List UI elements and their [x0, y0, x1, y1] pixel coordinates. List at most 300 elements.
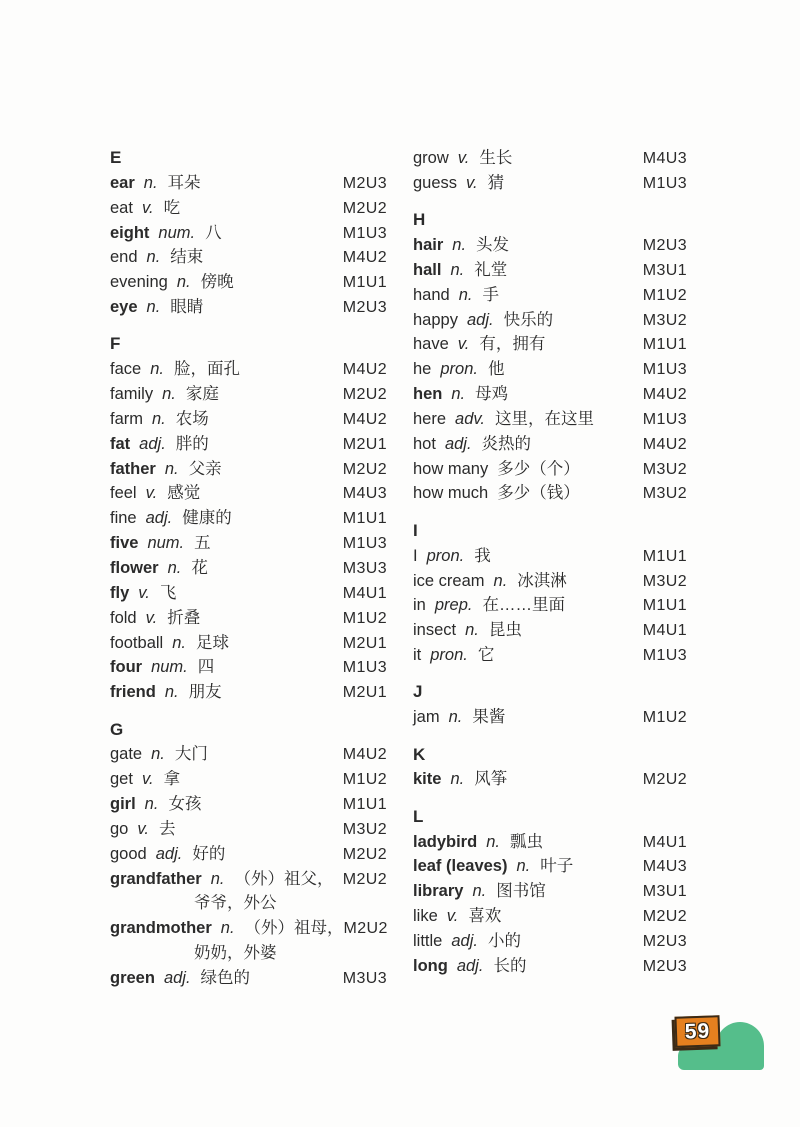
- entry-pos: n.: [162, 385, 176, 404]
- module-unit-code: M4U2: [342, 249, 387, 267]
- entry-text: [413, 569, 567, 594]
- page-number: 59: [684, 1019, 711, 1043]
- entry-word: have: [413, 335, 449, 354]
- entry-text: [413, 767, 507, 792]
- entry-text: [110, 742, 208, 767]
- module-unit-code: M4U2: [642, 386, 687, 404]
- entry-word: gate: [110, 745, 143, 764]
- entry-text: [110, 531, 211, 556]
- entry-pos: v.: [466, 173, 478, 192]
- module-unit-code: M1U3: [642, 410, 687, 428]
- entry-pos: adj.: [451, 931, 478, 950]
- entry-row: [110, 966, 387, 991]
- entry-row: [413, 432, 687, 457]
- entry-pos: n.: [152, 409, 166, 428]
- entry-row: [413, 308, 687, 333]
- entry-text: [110, 916, 344, 941]
- entry-word: fly: [110, 583, 130, 602]
- entry-word: guess: [413, 173, 458, 192]
- entry-word: how many: [413, 459, 489, 478]
- entry-definition: 拿: [163, 770, 181, 789]
- entry-text: [413, 357, 504, 382]
- entry-pos: n.: [164, 459, 179, 478]
- entry-text: [413, 618, 522, 643]
- entry-definition: 风筝: [474, 770, 508, 789]
- entry-pos: n.: [144, 795, 159, 814]
- entry-text: [110, 556, 208, 581]
- module-unit-code: M1U3: [342, 224, 387, 242]
- entry-row: [413, 283, 687, 308]
- module-unit-code: M3U2: [642, 460, 687, 478]
- entry-word: grow: [413, 149, 449, 167]
- entry-word: kite: [413, 770, 442, 789]
- entry-word: end: [110, 248, 138, 267]
- entry-text: [413, 171, 504, 196]
- entry-word: grandmother: [110, 919, 212, 938]
- entry-definition: 手: [482, 285, 499, 304]
- entry-pos: num.: [147, 534, 185, 553]
- entry-row: [413, 146, 687, 171]
- entry-word: I: [413, 546, 418, 565]
- entry-row: [110, 407, 387, 432]
- entry-word: eat: [110, 198, 133, 217]
- entry-text: [413, 258, 507, 283]
- entry-definition: 花: [191, 559, 208, 577]
- entry-text: [110, 631, 229, 656]
- entry-definition: 家庭: [185, 385, 219, 404]
- entry-row: [110, 817, 387, 842]
- entry-definition: 四: [197, 658, 215, 677]
- module-unit-code: M4U1: [642, 833, 687, 851]
- glossary-section: [413, 146, 687, 196]
- entry-word: four: [110, 658, 143, 677]
- entry-pos: n.: [210, 869, 225, 888]
- entry-row: [413, 544, 687, 569]
- entry-row: [413, 618, 687, 643]
- entry-row: [110, 916, 387, 941]
- entry-text: [110, 457, 222, 482]
- module-unit-code: M2U3: [342, 299, 387, 317]
- entry-row: [413, 854, 687, 879]
- entry-row: [110, 742, 387, 767]
- entry-text: [413, 854, 573, 879]
- entry-row: [110, 680, 387, 705]
- module-unit-code: M1U3: [342, 659, 387, 677]
- entry-pos: adj.: [155, 844, 183, 863]
- module-unit-code: M1U1: [342, 274, 387, 292]
- module-unit-code: M1U2: [642, 286, 687, 304]
- module-unit-code: M2U2: [642, 771, 687, 789]
- entry-pos: adj.: [456, 956, 484, 975]
- entry-text: [413, 407, 594, 432]
- entry-row: [413, 569, 687, 594]
- entry-pos: adj.: [145, 509, 173, 528]
- entry-word: happy: [413, 310, 458, 329]
- green-corner-shape-base: [678, 1046, 764, 1070]
- entry-definition: 叶子: [540, 857, 574, 876]
- module-unit-code: M3U2: [642, 572, 687, 590]
- entry-row: [110, 171, 387, 196]
- entry-definition-continued: 爷爷，外公: [194, 894, 277, 913]
- module-unit-code: M4U3: [642, 150, 687, 167]
- entry-row: [110, 531, 387, 556]
- entry-pos: v.: [138, 583, 150, 602]
- module-unit-code: M3U1: [642, 261, 687, 279]
- entry-text: [110, 221, 222, 246]
- entry-word: girl: [110, 795, 136, 814]
- entry-pos: n.: [146, 248, 161, 267]
- entry-definition: 农场: [175, 409, 209, 428]
- entry-row: [413, 767, 687, 792]
- entry-pos: n.: [493, 571, 508, 590]
- entry-text: [110, 432, 209, 457]
- entry-text: [413, 593, 565, 618]
- module-unit-code: M4U2: [642, 435, 687, 453]
- entry-definition: 生长: [479, 149, 513, 167]
- module-unit-code: M4U3: [642, 858, 687, 876]
- entry-text: [413, 879, 546, 904]
- module-unit-code: M1U2: [342, 609, 387, 627]
- entry-text: [110, 295, 203, 320]
- entry-definition: 吃: [163, 198, 181, 217]
- entry-pos: n.: [486, 832, 500, 851]
- entry-pos: n.: [458, 285, 473, 304]
- entry-word: fine: [110, 509, 137, 528]
- entry-definition: 他: [487, 360, 505, 379]
- entry-pos: adv.: [455, 409, 485, 428]
- entry-row: [413, 904, 687, 929]
- module-unit-code: M1U3: [642, 361, 687, 379]
- section-letter: K: [413, 744, 426, 764]
- entry-pos: n.: [448, 708, 463, 727]
- entry-definition: 飞: [159, 583, 177, 602]
- entry-pos: n.: [465, 621, 479, 640]
- entry-text: [110, 481, 200, 506]
- module-unit-code: M3U3: [342, 560, 387, 577]
- module-unit-code: M4U2: [342, 361, 387, 379]
- entry-definition: 喜欢: [468, 907, 502, 926]
- entry-pos: n.: [220, 919, 235, 938]
- entry-pos: adj.: [444, 434, 472, 453]
- entry-row: [413, 382, 687, 407]
- entry-pos: n.: [451, 385, 466, 404]
- entry-definition: 女孩: [168, 795, 202, 814]
- entry-definition: 小的: [487, 931, 521, 950]
- entry-word: insect: [413, 621, 457, 640]
- entry-text: [110, 196, 180, 221]
- entry-row: [413, 830, 687, 855]
- module-unit-code: M4U1: [642, 622, 687, 640]
- entry-definition: 果酱: [472, 708, 506, 727]
- entry-text: [110, 817, 175, 842]
- module-unit-code: M1U3: [642, 647, 687, 665]
- entry-word: farm: [110, 409, 143, 428]
- entry-word: like: [413, 907, 438, 926]
- module-unit-code: M2U2: [342, 199, 387, 217]
- entry-text: [413, 705, 505, 730]
- entry-pos: n.: [151, 745, 165, 764]
- entry-text: [110, 382, 219, 407]
- entry-row: [110, 792, 387, 817]
- entry-pos: n.: [172, 633, 186, 652]
- module-unit-code: M1U1: [342, 796, 387, 814]
- entry-definition: 脸，面孔: [173, 360, 240, 379]
- entry-pos: n.: [146, 298, 161, 317]
- entry-text: [413, 481, 580, 506]
- entry-text: [413, 146, 512, 171]
- entry-row: [110, 432, 387, 457]
- entry-pos: v.: [141, 198, 154, 217]
- entry-pos: adj.: [163, 969, 191, 987]
- entry-definition: 健康的: [182, 509, 232, 528]
- entry-row: [413, 171, 687, 196]
- entry-definition: 图书馆: [496, 882, 546, 901]
- entry-row: [110, 581, 387, 606]
- entry-row: [413, 233, 687, 258]
- entry-word: fold: [110, 608, 137, 627]
- module-unit-code: M2U3: [642, 932, 687, 950]
- glossary-section: [413, 680, 687, 730]
- entry-pos: n.: [472, 882, 487, 901]
- module-unit-code: M4U3: [342, 485, 387, 503]
- entry-pos: n.: [167, 559, 182, 577]
- module-unit-code: M4U2: [342, 746, 387, 764]
- section-letter: F: [110, 334, 121, 354]
- entry-word: fat: [110, 434, 131, 453]
- entry-word: good: [110, 844, 147, 863]
- entry-pos: n.: [176, 273, 191, 292]
- entry-row: [110, 382, 387, 407]
- entry-word: feel: [110, 484, 137, 503]
- section-letter: L: [413, 806, 424, 826]
- entry-row: [110, 506, 387, 531]
- entry-definition: 礼堂: [474, 260, 508, 279]
- entry-word: it: [413, 646, 422, 665]
- glossary-section: [413, 208, 687, 506]
- entry-text: [110, 270, 234, 295]
- module-unit-code: M2U2: [342, 460, 387, 478]
- entry-row: [413, 929, 687, 954]
- entry-row: [413, 879, 687, 904]
- entry-pos: prep.: [434, 596, 473, 615]
- entry-pos: v.: [145, 484, 158, 503]
- entry-pos: n.: [164, 683, 179, 702]
- entry-definition: 感觉: [167, 484, 201, 503]
- entry-pos: v.: [457, 335, 470, 354]
- entry-definition: 足球: [195, 633, 229, 652]
- entry-pos: v.: [457, 149, 470, 167]
- entry-row: [110, 457, 387, 482]
- entry-word: face: [110, 360, 142, 379]
- entry-text: [110, 581, 176, 606]
- entry-text: [110, 357, 240, 382]
- entry-row: [110, 842, 387, 867]
- entry-pos: n.: [150, 360, 164, 379]
- entry-row: [413, 332, 687, 357]
- entry-row: [110, 245, 387, 270]
- entry-definition: 胖的: [175, 434, 209, 453]
- entry-row: [413, 481, 687, 506]
- entry-row: [110, 481, 387, 506]
- entry-definition: 折叠: [167, 608, 201, 627]
- entry-pos: n.: [516, 857, 531, 876]
- entry-text: [110, 966, 250, 991]
- section-letter: H: [413, 210, 426, 230]
- entry-word: hair: [413, 236, 444, 255]
- entry-row: [110, 606, 387, 631]
- entry-word: ice cream: [413, 571, 485, 590]
- module-unit-code: M2U2: [642, 908, 687, 926]
- entry-pos: n.: [143, 173, 158, 192]
- entry-row: [110, 867, 387, 892]
- entry-text: [413, 929, 521, 954]
- glossary-section: [110, 718, 387, 991]
- entry-definition: （外）祖父，: [234, 869, 334, 888]
- entry-pos: n.: [452, 236, 467, 255]
- module-unit-code: M1U3: [642, 174, 687, 192]
- entry-word: go: [110, 819, 129, 838]
- entry-row: [110, 556, 387, 581]
- entry-word: library: [413, 882, 464, 901]
- entry-definition: 傍晚: [200, 273, 234, 292]
- module-unit-code: M2U3: [642, 957, 687, 975]
- entry-pos: v.: [141, 770, 154, 789]
- entry-definition: 大门: [174, 745, 208, 764]
- entry-text: [110, 407, 209, 432]
- entry-text: [110, 245, 203, 270]
- entry-definition: 快乐的: [503, 310, 554, 329]
- entry-definition: 耳朵: [167, 173, 201, 192]
- entry-text: [413, 432, 531, 457]
- entry-row: [413, 705, 687, 730]
- module-unit-code: M2U2: [342, 870, 387, 888]
- entry-text: [413, 382, 508, 407]
- entry-word: little: [413, 931, 443, 950]
- entry-definition: 有，拥有: [479, 335, 546, 354]
- module-unit-code: M1U2: [642, 709, 687, 727]
- module-unit-code: M4U2: [342, 410, 387, 428]
- entry-definition: 长的: [493, 956, 527, 975]
- entry-text: [110, 680, 222, 705]
- entry-text: [110, 171, 201, 196]
- entry-word: green: [110, 969, 155, 987]
- entry-word: eight: [110, 223, 150, 242]
- entry-word: he: [413, 360, 432, 379]
- entry-row: [110, 196, 387, 221]
- entry-definition: 父亲: [188, 459, 222, 478]
- entry-definition: 昆虫: [488, 621, 522, 640]
- entry-text: [110, 506, 232, 531]
- entry-text: [110, 867, 333, 892]
- entry-word: jam: [413, 708, 440, 727]
- entry-word: hall: [413, 260, 442, 279]
- entry-text: [413, 544, 491, 569]
- entry-row: [413, 643, 687, 668]
- entry-definition: 结束: [170, 248, 204, 267]
- entry-word: grandfather: [110, 869, 202, 888]
- entry-definition: 多少（钱）: [497, 484, 580, 503]
- entry-text: [413, 308, 553, 333]
- module-unit-code: M4U1: [342, 584, 387, 602]
- glossary-section: [413, 743, 687, 793]
- entry-definition: 多少（个）: [497, 459, 580, 478]
- entry-word: ear: [110, 173, 135, 192]
- module-unit-code: M3U2: [642, 485, 687, 503]
- glossary-section: [413, 805, 687, 979]
- module-unit-code: M2U1: [342, 435, 387, 453]
- entry-text: [413, 332, 545, 357]
- entry-definition: 炎热的: [481, 434, 532, 453]
- module-unit-code: M2U2: [343, 920, 388, 938]
- entry-definition: 在……里面: [482, 596, 565, 615]
- module-unit-code: M3U1: [642, 883, 687, 901]
- entry-pos: n.: [450, 770, 465, 789]
- entry-definition: 好的: [192, 844, 226, 863]
- entry-pos: num.: [158, 223, 196, 242]
- entry-word: five: [110, 534, 139, 553]
- entry-pos: pron.: [440, 360, 478, 379]
- entry-text: [110, 767, 180, 792]
- entry-row: [110, 631, 387, 656]
- section-letter: J: [413, 682, 423, 702]
- entry-definition: 绿色的: [200, 969, 251, 987]
- entry-row: [413, 954, 687, 979]
- entry-word: football: [110, 633, 164, 652]
- module-unit-code: M2U2: [342, 845, 387, 863]
- entry-pos: adj.: [466, 310, 494, 329]
- module-unit-code: M2U1: [342, 684, 387, 702]
- entry-row: [110, 270, 387, 295]
- entry-word: flower: [110, 559, 159, 577]
- entry-word: in: [413, 596, 426, 615]
- entry-row: [110, 221, 387, 246]
- entry-text: [110, 792, 201, 817]
- section-letter: I: [413, 520, 418, 540]
- module-unit-code: M2U3: [642, 237, 687, 255]
- entry-pos: v.: [446, 907, 459, 926]
- entry-text: [110, 606, 200, 631]
- entry-text: [413, 830, 543, 855]
- entry-word: ladybird: [413, 832, 478, 851]
- module-unit-code: M1U1: [642, 597, 687, 615]
- entry-word: eye: [110, 298, 138, 317]
- entry-text: [413, 457, 580, 482]
- entry-text: [413, 954, 526, 979]
- entry-definition: 它: [477, 646, 495, 665]
- entry-row: [110, 357, 387, 382]
- entry-row: [110, 767, 387, 792]
- entry-row: [413, 357, 687, 382]
- entry-text: [110, 842, 225, 867]
- entry-definition: 瓢虫: [509, 832, 543, 851]
- entry-definition: 朋友: [188, 683, 222, 702]
- entry-definition: 冰淇淋: [517, 571, 567, 590]
- entry-text: [413, 904, 501, 929]
- entry-definition: 五: [194, 534, 211, 553]
- entry-definition-continued: 奶奶，外婆: [194, 944, 277, 963]
- entry-definition: （外）祖母，: [244, 919, 344, 938]
- glossary-section: [110, 332, 387, 705]
- entry-definition: 猜: [487, 173, 505, 192]
- glossary-section: [413, 519, 687, 668]
- entry-definition: 眼睛: [170, 298, 204, 317]
- section-letter: E: [110, 148, 122, 167]
- entry-word: evening: [110, 273, 168, 292]
- entry-word: get: [110, 770, 133, 789]
- entry-definition: 这里，在这里: [495, 409, 594, 428]
- entry-pos: v.: [145, 608, 158, 627]
- entry-row: [413, 457, 687, 482]
